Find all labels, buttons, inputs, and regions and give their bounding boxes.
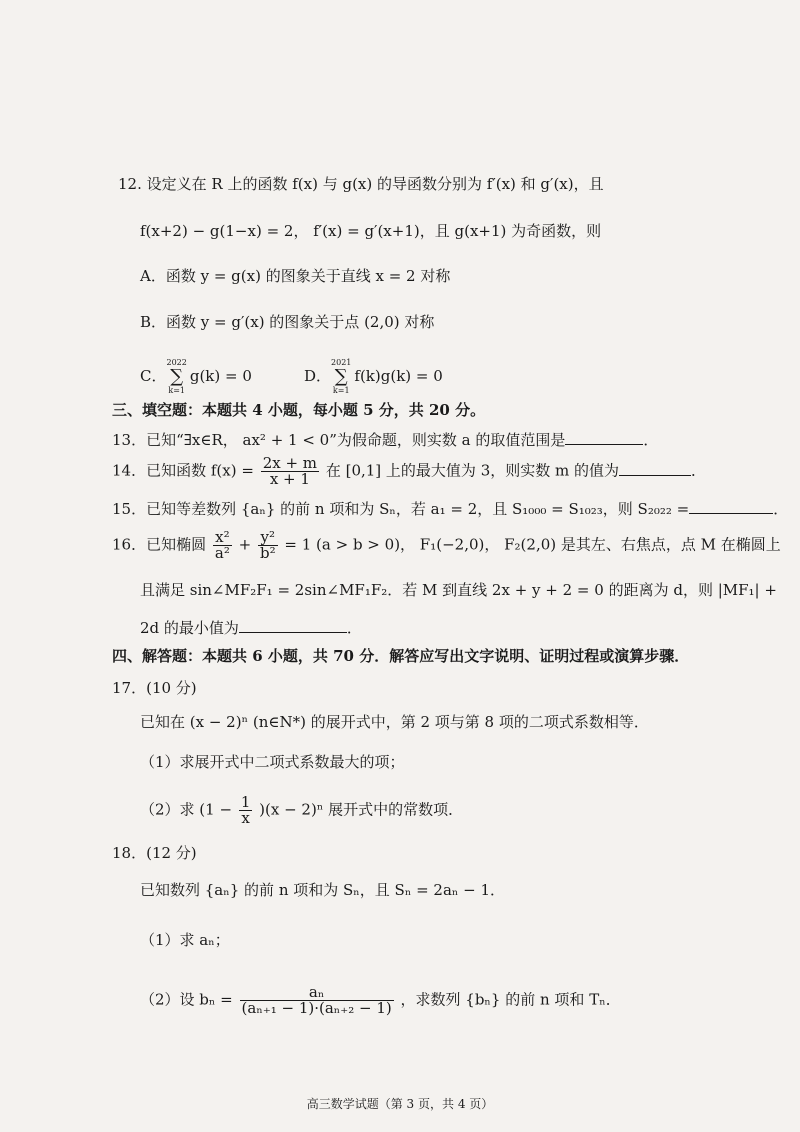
section-4-heading: 四、解答题：本题共 6 小题，共 70 分．解答应写出文字说明、证明过程或演算步骤． [112, 647, 690, 665]
q16-fraction-x [213, 530, 232, 561]
q12-option-a: A．函数 y = g(x) 的图象关于直线 x = 2 对称 [140, 267, 451, 285]
q16-answer-blank [239, 616, 347, 633]
q17-fraction [239, 795, 253, 826]
q16-y2: y² [258, 530, 278, 546]
q12-option-d-label: D． [304, 367, 332, 385]
q15 [112, 497, 788, 519]
sigma-icon: 2022 ∑ k=1 [166, 358, 187, 395]
q12-option-d [304, 358, 443, 396]
q17-part2-post: )(x − 2)ⁿ 展开式中的常数项． [259, 800, 464, 819]
q16-a2: a² [214, 544, 230, 562]
q15-end: ． [773, 500, 789, 518]
q12-option-b: B．函数 y = g′(x) 的图象关于点 (2,0) 对称 [140, 313, 435, 331]
q16-line2: 且满足 sin∠MF₂F₁ = 2sin∠MF₁F₂．若 M 到直线 2x + y + 2 = 0 的距离为 d，则 |MF₁| + [140, 581, 777, 599]
q14-pre: 14．已知函数 f(x) = [112, 461, 254, 480]
q16-end: ． [346, 619, 362, 637]
q16-fraction-y [258, 530, 278, 561]
q16-b2: b² [259, 544, 276, 562]
q16-pre: 16．已知椭圆 [112, 535, 207, 554]
q16-line1 [112, 530, 781, 561]
q12-option-d-expr: f(k)g(k) = 0 [354, 367, 443, 385]
q17-stem: 已知在 (x − 2)ⁿ (n∈N*) 的展开式中，第 2 项与第 8 项的二项式系数相等． [140, 713, 649, 731]
q14 [112, 456, 706, 487]
q12-option-c-expr: g(k) = 0 [189, 367, 252, 385]
q15-text: 15．已知等差数列 {aₙ} 的前 n 项和为 Sₙ，若 a₁ = 2，且 S₁₀₀₀ = S₁₀₂₃，则 S₂₀₂₂ = [112, 500, 690, 518]
section-3-heading: 三、填空题：本题共 4 小题，每小题 5 分，共 20 分。 [112, 401, 486, 419]
q17-denominator: x [241, 809, 250, 827]
q14-numerator: 2x + m [262, 454, 318, 472]
q18-part1: （1）求 aₙ； [140, 931, 230, 949]
q12-option-c-label: C． [140, 367, 167, 385]
q13-text: 13．已知“∃x∈R， ax² + 1 < 0”为假命题，则实数 a 的取值范围是 [112, 431, 566, 449]
q12-option-c-upper: 2022 [166, 358, 187, 367]
q12-option-d-lower: k=1 [332, 386, 350, 395]
q17-numerator: 1 [240, 793, 251, 811]
q17-part1: （1）求展开式中二项式系数最大的项； [140, 753, 405, 771]
q16-line3 [140, 616, 362, 638]
q13-answer-blank [565, 428, 643, 445]
q14-fraction [261, 456, 319, 487]
q17-part2 [140, 795, 463, 826]
q12-line1: 12. 设定义在 R 上的函数 f(x) 与 g(x) 的导函数分别为 f′(x) 和 g′(x)，且 [118, 175, 604, 193]
q12-line2: f(x+2) − g(1−x) = 2， f′(x) = g′(x+1)，且 g(x+1) 为奇函数，则 [140, 222, 602, 240]
q14-end: ． [691, 461, 707, 480]
q14-denominator: x + 1 [269, 470, 310, 488]
sigma-icon: 2021 ∑ k=1 [331, 358, 352, 395]
q14-post: 在 [0,1] 上的最大值为 3，则实数 m 的值为 [325, 461, 619, 480]
q18-fraction [240, 985, 394, 1016]
q17-title: 17．(10 分) [112, 679, 197, 697]
q18-title: 18．(12 分) [112, 844, 197, 862]
q15-answer-blank [689, 497, 773, 514]
q12-option-d-upper: 2021 [331, 358, 352, 367]
q18-part2-post: ，求数列 {bₙ} 的前 n 项和 Tₙ． [400, 990, 621, 1009]
q18-denominator: (aₙ₊₁ − 1)·(aₙ₊₂ − 1) [241, 999, 392, 1017]
q13 [112, 428, 658, 450]
q16-post: = 1 (a > b > 0)， F₁(−2,0)， F₂(2,0) 是其左、右焦点，点 M 在椭圆上 [284, 535, 781, 554]
q18-stem: 已知数列 {aₙ} 的前 n 项和为 Sₙ，且 Sₙ = 2aₙ − 1． [140, 881, 506, 899]
q18-part2-pre: （2）设 bₙ = [140, 990, 233, 1009]
q16-line3-text: 2d 的最小值为 [140, 619, 239, 637]
q16-x2: x² [213, 530, 232, 546]
q14-answer-blank [619, 459, 691, 476]
q12-option-c-lower: k=1 [168, 386, 185, 395]
q18-part2 [140, 985, 621, 1016]
q17-part2-pre: （2）求 (1 − [140, 800, 233, 819]
q13-end: ． [643, 431, 659, 449]
q16-plus: + [238, 535, 252, 554]
q18-numerator: aₙ [240, 985, 394, 1001]
page-footer: 高三数学试题（第 3 页，共 4 页） [306, 1097, 494, 1111]
q12-option-c [140, 358, 252, 396]
